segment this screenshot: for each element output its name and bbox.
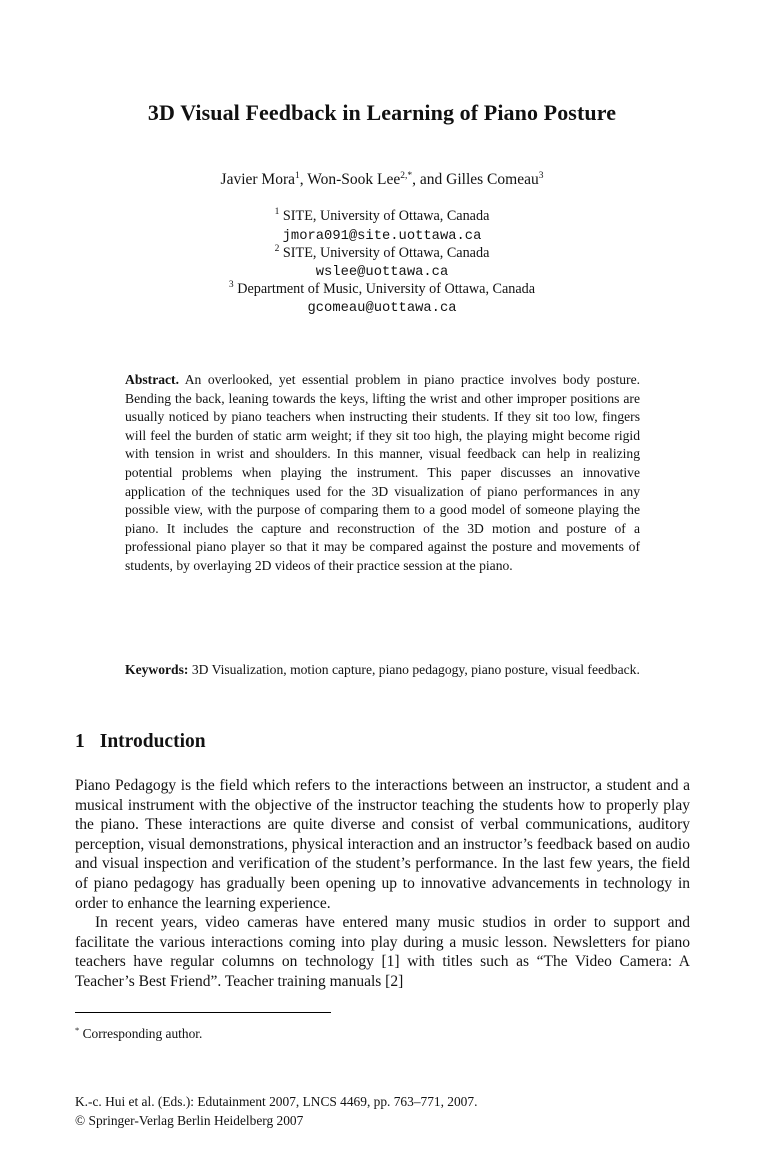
section-number: 1 — [75, 731, 85, 752]
affiliation-1 — [0, 208, 764, 225]
affiliation-3 — [0, 281, 764, 298]
copyright-line: © Springer-Verlag Berlin Heidelberg 2007 — [75, 1113, 304, 1128]
affiliation-name: SITE, University of Ottawa, Canada — [282, 208, 490, 224]
author-list — [0, 171, 764, 189]
affiliation-name: SITE, University of Ottawa, Canada — [282, 245, 490, 261]
affiliation-mark: 1 — [274, 207, 280, 217]
footnote-divider — [75, 1012, 331, 1013]
paragraph: In recent years, video cameras have entered many music studios in order to support and facilitate the various interactions coming into play during a music lesson. Newsletters for piano teachers have regular columns on technology [1] with titles such as “The Video Camera: A Teacher’s Best Friend”. Teacher training manuals [2] — [75, 914, 690, 990]
author-name: Gilles Comeau — [446, 171, 539, 188]
author-separator: , — [299, 171, 308, 188]
author-email: gcomeau@uottawa.ca — [307, 301, 457, 316]
affiliation-mark: 2 — [274, 244, 280, 254]
author-affiliation-mark: 3 — [538, 171, 544, 181]
author-email: jmora091@site.uottawa.ca — [282, 229, 482, 244]
affiliation-2 — [0, 245, 764, 262]
abstract — [125, 371, 640, 576]
section-title: Introduction — [99, 731, 206, 752]
author-affiliation-mark: 2,* — [400, 171, 413, 181]
keywords-text: 3D Visualization, motion capture, piano pedagogy, piano posture, visual feedback. — [188, 662, 640, 677]
body-text — [75, 776, 690, 992]
abstract-label: Abstract. — [125, 372, 179, 387]
keywords-label: Keywords: — [125, 662, 189, 677]
citation-line: K.-c. Hui et al. (Eds.): Edutainment 2007, LNCS 4469, pp. 763–771, 2007. — [75, 1094, 478, 1109]
keywords — [125, 661, 640, 680]
author-email: wslee@uottawa.ca — [315, 265, 449, 280]
author-name: Javier Mora — [220, 171, 295, 188]
affiliation-name: Department of Music, University of Ottawa, Canada — [237, 281, 536, 297]
paragraph: Piano Pedagogy is the field which refers to the interactions between an instructor, a student and a musical instrument with the objective of the instructor teaching the students how to properly play the piano. These interactions are quite diverse and consist of verbal communications, auditory perception, visual demonstrations, physical interaction and an instructor’s feedback based on audio and visual inspection and verification of the student’s performance. In the last few years, the field of piano pedagogy has gradually been opening up to innovative advancements in technology in order to enhance the learning experience. — [75, 777, 690, 912]
paper-title: 3D Visual Feedback in Learning of Piano Posture — [147, 100, 617, 125]
citation-block — [75, 1092, 477, 1130]
author-name: Won-Sook Lee — [307, 171, 401, 188]
affiliation-mark: 3 — [228, 280, 234, 290]
abstract-text: An overlooked, yet essential problem in piano practice involves body posture. Bending the back, leaning towards the keys, lifting the wrist and other improper positions are usually noticed by piano teachers when instructing their students. If they sit too low, fingers will feel the burden of static arm weight; if they sit too high, the playing might become rigid with tension in wrist and shoulders. In this manner, visual feedback can help in realizing potential problems when playing the instrument. This paper discusses an innovative application of the techniques used for the 3D visualization of piano performances in any possible view, with the purpose of comparing them to a good model of someone playing the piano. It includes the capture and reconstruction of the 3D motion and posture of a professional piano player so that it may be compared against the posture and movements of students, by overlaying 2D videos of their practice session at the piano. — [125, 372, 640, 573]
footnote-text: Corresponding author. — [79, 1026, 203, 1041]
footnote-mark: * — [75, 1025, 80, 1035]
author-affiliation-mark: 1 — [295, 171, 300, 181]
section-heading — [75, 731, 206, 753]
footnote — [75, 1026, 202, 1042]
author-separator: , and — [412, 171, 447, 188]
